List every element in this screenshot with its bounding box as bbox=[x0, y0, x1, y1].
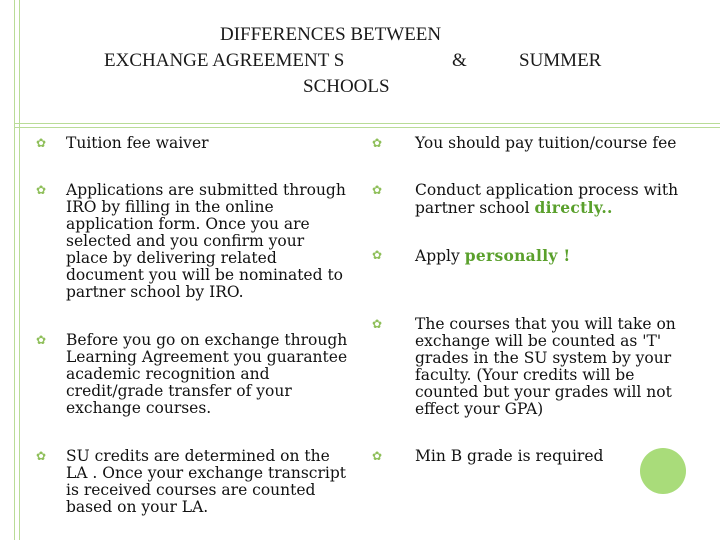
bullet-icon: ✿ bbox=[372, 183, 383, 197]
title-divider-line bbox=[14, 123, 720, 128]
title-line-2b: & bbox=[452, 50, 467, 71]
title-line-3: SCHOOLS bbox=[303, 76, 390, 97]
bullet-icon: ✿ bbox=[36, 183, 47, 197]
right-item-2-highlight: directly.. bbox=[534, 198, 613, 217]
right-item-3 bbox=[415, 247, 695, 265]
left-item-2: Applications are submitted through IRO by filling in the online application form. Once you are selected and you confirm your place by delivering related document you will be nominated to partner school by IRO. bbox=[66, 181, 346, 301]
bullet-icon: ✿ bbox=[36, 449, 47, 463]
right-item-2-text: Conduct application process with partner school bbox=[415, 181, 679, 217]
left-item-4: SU credits are determined on the LA . Once your exchange transcript is received courses are counted based on your LA. bbox=[66, 447, 346, 516]
left-item-1: Tuition fee waiver bbox=[66, 134, 209, 152]
bullet-icon: ✿ bbox=[372, 248, 383, 262]
right-item-3-highlight: personally ! bbox=[464, 246, 571, 265]
right-item-4: The courses that you will take on exchange will be counted as 'T' grades in the SU system by your faculty. (Your credits will be counted but your grades will not effect your GPA) bbox=[415, 315, 676, 418]
bullet-icon: ✿ bbox=[36, 136, 47, 150]
bullet-icon: ✿ bbox=[372, 136, 383, 150]
right-item-1: You should pay tuition/course fee bbox=[415, 134, 677, 152]
bullet-icon: ✿ bbox=[36, 333, 47, 347]
right-item-2 bbox=[415, 182, 695, 217]
title-line-2a: EXCHANGE AGREEMENT S bbox=[104, 50, 345, 71]
bullet-icon: ✿ bbox=[372, 449, 383, 463]
decorative-circle bbox=[640, 448, 686, 494]
left-border-decoration bbox=[14, 0, 20, 540]
title-line-2c: SUMMER bbox=[519, 50, 602, 71]
right-item-3-text: Apply bbox=[415, 247, 465, 265]
bullet-icon: ✿ bbox=[372, 317, 383, 331]
right-item-5: Min B grade is required bbox=[415, 447, 604, 465]
left-item-3: Before you go on exchange through Learning Agreement you guarantee academic recognition and credit/grade transfer of your exchange courses. bbox=[66, 331, 348, 417]
title-line-1: DIFFERENCES BETWEEN bbox=[220, 24, 442, 45]
